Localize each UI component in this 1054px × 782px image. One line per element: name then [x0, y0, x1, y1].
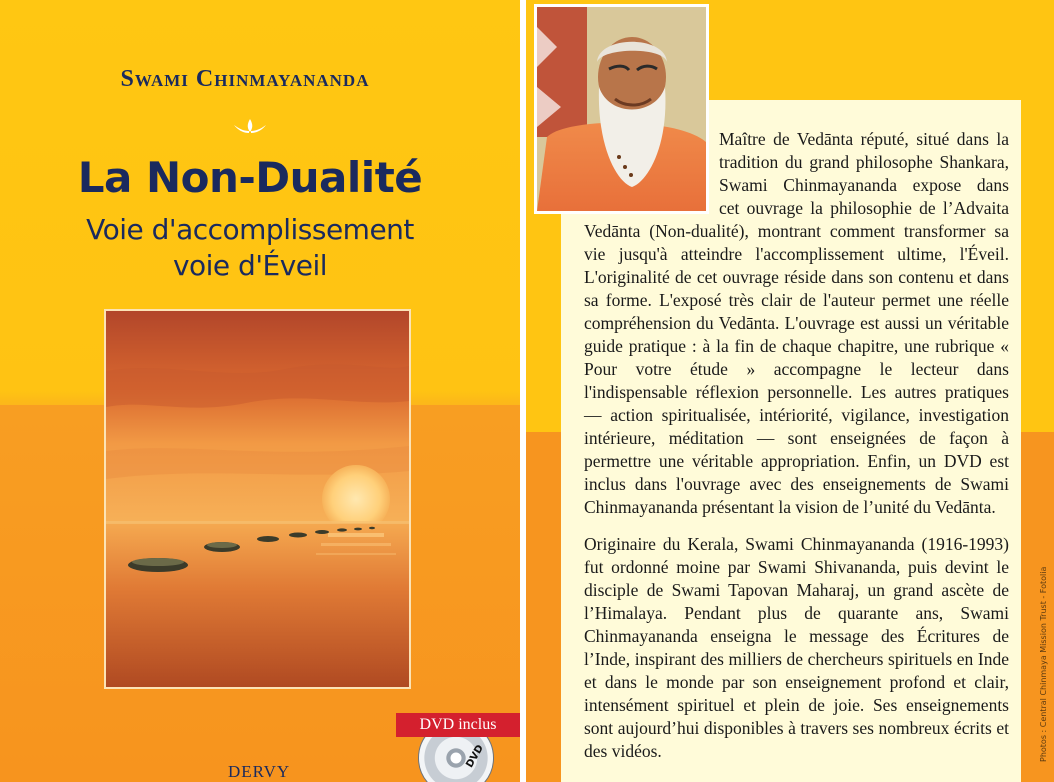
dvd-disc-label: DVD [464, 743, 487, 770]
back-cover [526, 0, 1054, 782]
lotus-ornament-icon [232, 117, 268, 135]
publisher-name: DERVY [228, 762, 291, 781]
dvd-included-badge: DVD inclus [396, 713, 520, 737]
intro-line-4: cet ouvrage la philosophie de l’Advaita [719, 198, 1009, 218]
photo-credit: Photos : Central Chinmaya Mission Trust - Fotolia [1039, 566, 1048, 762]
front-cover [0, 0, 520, 782]
author-name: Swami Chinmayananda [120, 66, 370, 92]
description-paragraph-intro [719, 128, 1009, 220]
author-portrait-photo [534, 4, 709, 214]
subtitle-line-2: voie d'Éveil [172, 249, 328, 282]
description-paragraph-body: Vedānta (Non-dualité), montrant comment transformer sa vie jusqu'à atteindre l'accomplissement ultime, l'Éveil. L'originalité de cet ouvrage réside dans son contenu et dans sa forme. L'exposé très clair de l'auteur permet une réelle compréhension du Vedānta. L'ouvrage est aussi un véritable guide pratique : à la fin de chaque chapitre, une rubrique « Pour votre étude » accompagne le lecteur dans l'indispensable réflexion personnelle. Les autres pratiques — action spiritualisée, intériorité, vigilance, investigation intérieure, méditation — sont enseignées de façon à permettre une véritable appropriation. Enfin, un DVD est inclus dans l'ouvrage avec des enseignements de Swami Chinmayananda présentant la vision de l’unité du Vedānta. [584, 221, 1009, 517]
intro-line-1: Maître de Vedānta réputé, situé dans la [719, 129, 1009, 149]
intro-line-2: tradition du grand philosophe Shankara, [719, 152, 1009, 172]
intro-line-3: Swami Chinmayananda expose dans [719, 175, 1009, 195]
book-title: La Non-Dualité [77, 153, 423, 202]
book-subtitle [0, 212, 500, 284]
author-biography-paragraph: Originaire du Kerala, Swami Chinmayananda (1916-1993) fut ordonné moine par Swami Shivananda, puis devint le disciple de Swami Tapovan Maharaj, un grand ascète de l’Himalaya. Pendant plus de quarante ans, Swami Chinmayananda enseigna le message des Écritures de l’Inde, inspirant des milliers de chercheurs spirituels en Inde et dans le monde par son enseignement profond et clair, intensément spirituel et plein de joie. Ses enseignements sont aujourd’hui disponibles à travers ses nombreux écrits et des vidéos. [584, 534, 1009, 761]
subtitle-line-1: Voie d'accomplissement [86, 213, 414, 246]
sunset-stones-image [104, 309, 411, 689]
